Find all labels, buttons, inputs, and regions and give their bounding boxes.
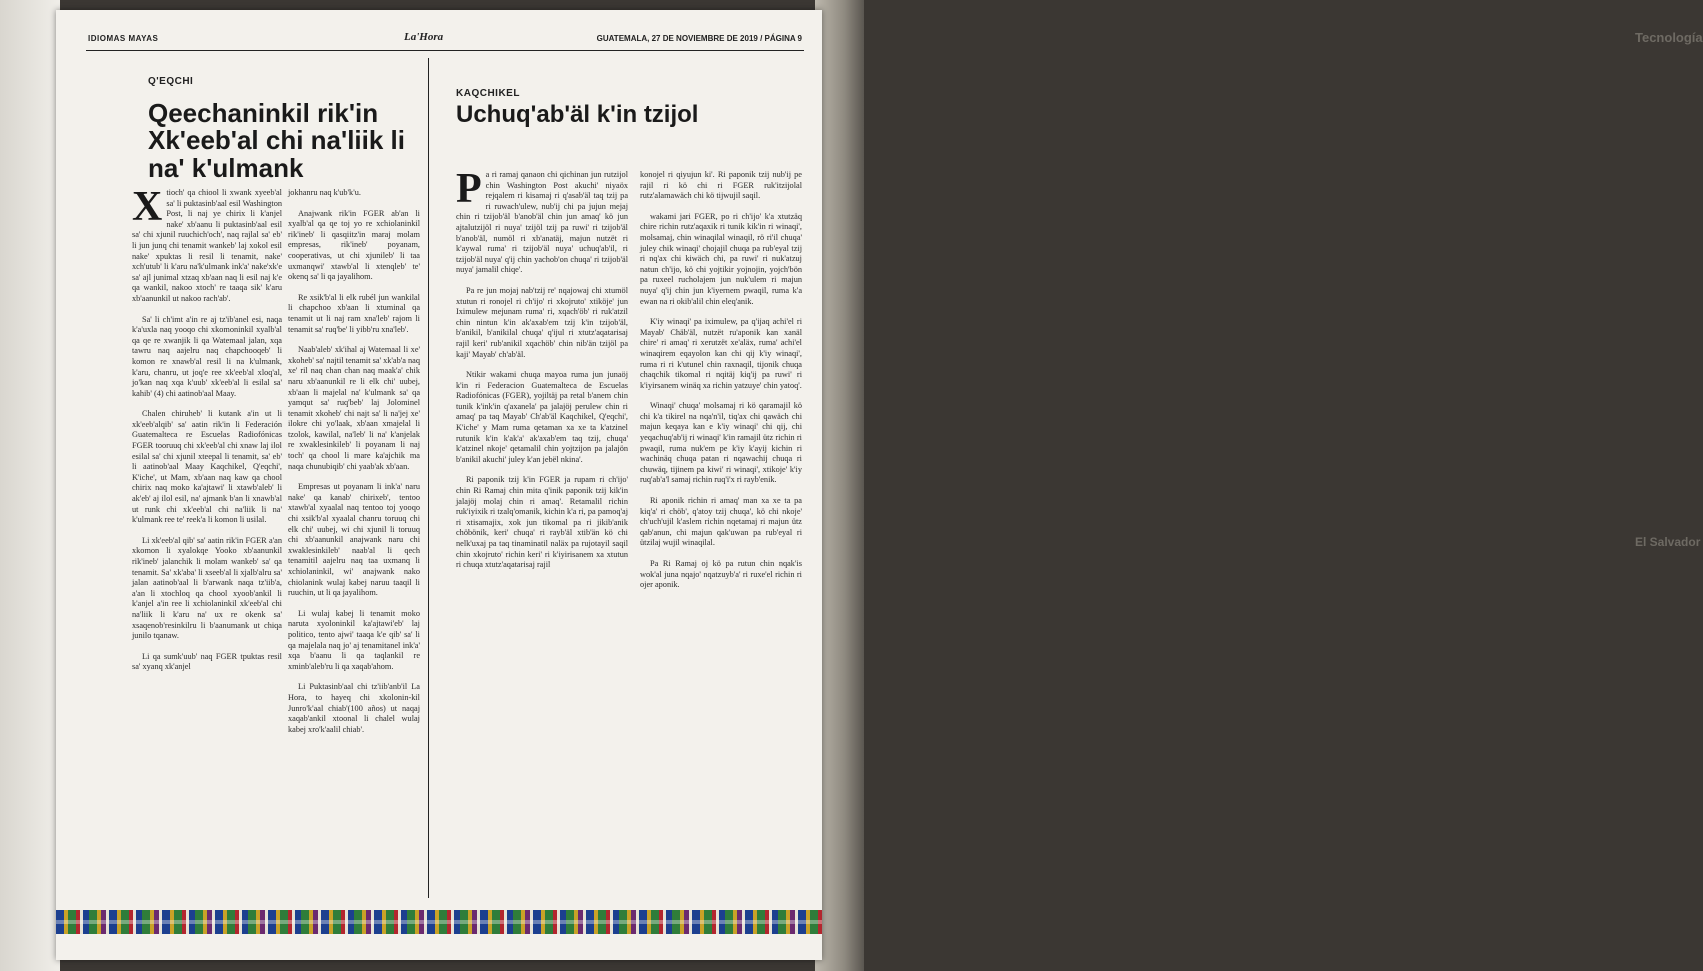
paragraph: Xtioch' qa chiool li xwank xyeeb'al sa' li puktasinb'aal esil Washington Post, li naj ye chirix li k'anjel nake' xb'aanu li puktasinb'aal esil sa' chi xjunil ruuchich'och', naq rajlal sa' eb' li jun junq chi tenamit wankeb' laj xokol esil nake' xpuktas li resil li tenamit, nake' xch'utub' li k'aru na'k'ulmank ink'a' nake'xk'e sa' ajl junimal xtzaq xb'aan naq li esil naj k'e qa wankil, nakoo xtoch' re taaqa sik' k'aru xb'aanunkil ut nakoo rach'ab'.: [132, 184, 282, 303]
left-article-column-1: [132, 184, 282, 898]
paragraph: Chalen chiruheb' li kutank a'in ut li xk'eeb'alqib' sa' aatin rik'in li Federación Guatemalteca re Escuelas Radiofónicas FGER tooruuq chi xk'eeb'al chi xnaw laj ilol esilal sa' chi xjunil xteepal li tenamit, sa' eb' li aatinob'aal Maay Kaqchikel, Q'eqchi', K'iche', ut Mam, xb'aan naq kaw qa chool chirix naq moko ka'ajtawi' li xtawb'aleb' li ak'eb' aj ilol esil, na' ajmank b'an li xnawb'al ut runk chi xk'eeb'al chi na'liik li na' k'ulmank ree te' reek'a li komon li usilal.: [132, 409, 282, 525]
paragraph: Pa re jun mojaj nab'tzij re' nqajowaj chi xtumöl xtutun ri ronojel ri ch'ijo' ri xkojruto' xtiköje' jun Iximulew mejunam ruma' ri, xqach'öb' ri ruk'atzil chin nintun k'in ak'axab'em tzij k'in tzijob'äl, b'anikil, b'anikilal chuqa' q'ijul ri xtutz'aqatarisaj rajil keri' rub'anikil xqachöb' chin nib'än tzijöl pa kaji' Mayab' ch'ab'äl.: [456, 285, 628, 359]
adjacent-page-left: [0, 0, 60, 971]
paragraph: Re xsik'b'al li elk rubél jun wankilal li chapchoo xb'aan li xtuminal qa tenamit ut li naj ram xna'leb' rajom li tenamit sa' ruq'be' li yibb'ru xna'leb'.: [288, 292, 420, 334]
dropcap: P: [456, 166, 482, 212]
paragraph: konojel ri qiyujun ki'. Ri paponik tzij nub'ij pe rajil ri kö chi ri FGER ruk'itzijolal rutz'alamawäch chi kö tijwujil saqil.: [640, 170, 802, 201]
paragraph: Ntikir wakami chuqa mayoa ruma jun junaöj k'in ri Federacion Guatemalteca de Escuelas Radiofónicas (FGER), yojiltäj pa retal b'anem chin tunik k'ink'in q'axanela' pa jalajöj perulew chin ri amaq' pa taq Mayab' Ch'ab'äl Kaqchikel, Q'eqchi', K'iche' y Mam ruma qetaman xa xe ta k'atzinel rutunik k'in k'ak'a' ak'axab'em taq tzij, chuqa' k'atzinel nkoje' qetamalil chin yojtzijon pa jalajön b'anikil akuchi' juley k'an jebël nkina'.: [456, 370, 628, 464]
paragraph: K'iy winaqi' pa iximulew, pa q'ijaq achi'el ri Mayab' Chäb'äl, nutzët ru'aponik kan xanäl chire' ri amaq' ri xerutzët xe'aläx, ruma' achi'el winaqirem eqayolon kan chi qij k'iy winaqi', ruma ri ri k'utunel chin raxnaqil, tijonik chuqa chaqchik tikomal ri nqitäj kiq'ij pa ruwi' ri k'iyirsanem winäq xa richin yatzuye' chin yatoq'.: [640, 317, 802, 390]
adjacent-page-headline: Tecnología: [1635, 30, 1703, 45]
right-article-column-1: [456, 166, 628, 910]
paragraph: Winaqi' chuqa' molsamaj ri kö qaramajil kö chi k'a tikirel na nqa'n'il, tiq'ax chi qawäch chi majun keqaya kan e k'iy winaqi' chi qij, chi yeqachuq'ab'ij ri winaqi' k'in ramajil ütz richin ri pwaqil, ruma nuk'em pe k'iy k'ayij kichin ri wachinäq chuqa patan ri nqawachij chuqa ri chuwäq, tijinem pa kiwi' ri winaqi', xtikoje' k'iy ruq'ab'a'l samaj richin ruq'i'x ri rayb'enik.: [640, 401, 802, 485]
section-label: IDIOMAS MAYAS: [88, 34, 159, 43]
right-language-label: KAQCHIKEL: [456, 88, 520, 99]
woven-textile-band: [56, 910, 822, 934]
paragraph: wakami jari FGER, po ri ch'ijo' k'a xtutzäq chire richin rutz'aqaxik ri tunik kik'in ri winaqi', molsamaj, chin winaqilal winaqil, rö ri'il chuqa' juley chik winaqi' chojajil chuqa pa rub'eyal tzij ri nq'ax chi kiwäch chi, pa ruwi' ri nuk'atzuj natun ch'ijo, kö chi yojtikir yojnojin, yojch'bön pa ruxeel rucholajem jun nuk'ulem ri majun nuya' q'ij chin jun k'iyernem pwaqil, ruma k'a ewan na ri okib'alil chin eleq'anik.: [640, 211, 802, 306]
paragraph: Li wulaj kabej li tenamit moko naruta xyoloninkil ka'ajtawi'eb' laj politico, tento ajwi' taaqa k'e qib' sa' li qa majelala naq jo' aj tenamitanel ink'a' xqa b'aanu li qa taqlankil re xminb'aleb'ru li qa xaqab'ahom.: [288, 608, 420, 671]
header-rule: [86, 50, 804, 51]
dropcap: X: [132, 184, 163, 230]
paragraph: Li qa sumk'uub' naq FGER tpuktas resil sa' xyanq xk'anjel: [132, 651, 282, 672]
paragraph: Pa Ri Ramaj oj kö pa rutun chin nqak'is wok'al juna nqajo' nqatzuyb'a' ri ruxe'el richin ri ojer aponik.: [640, 559, 802, 590]
adjacent-page-text: El Salvador: [1635, 535, 1701, 549]
paragraph: Ri aponik richin ri amaq' man xa xe ta pa kiq'a' ri chöb', q'atoy tzij chuqa', kö chi nkoje' ch'uch'ujil k'aslem richin nqetamaj ri majun ütz qab'anun, chi majun qak'uwan pa rub'eyal ri ützilaj wujil winaqilal.: [640, 496, 802, 548]
date-page: GUATEMALA, 27 DE NOVIEMBRE DE 2019 / PÁGINA 9: [596, 34, 802, 43]
right-headline: Uchuq'ab'äl k'in tzijol: [456, 101, 699, 128]
paragraph: Naab'aleb' xk'ihal aj Watemaal li xe' xkoheb' sa' najtil tenamit sa' xk'ab'a naq xe' ril naq chan chan naq maak'a' chik naru xb'aanunkil re li elk chi' uubej, xb'aan li majelal na' k'ulmank sa' qa yamqut sa' ruq'beb' laj Jolominel tenamit xkoheb' chi najt sa' li na'jej xe' ilokre chi yo'laak, xb'aan xmajelal li tzolok, kawilal, na'leb' li na' k'anjelak re xwaklesinkileb' li poyanam li naj toch' qa chool li mare ka'ajchik ma naqa chunubiqib' chi yaab'ak xb'aan.: [288, 345, 420, 471]
paragraph: Anajwank rik'in FGER ab'an li xyalb'al qa qe toj yo re xchiolaninkil rik'ineb' li qasqiitz'in maraj molam empresas, rik'ineb' poyanam, cooperativas, ut chi xjunileb' li taa uxmanqwi' xtawb'al li xtenqleb' te' okenq sa' li qa jayalihom.: [288, 208, 420, 282]
column-divider: [428, 58, 429, 898]
left-headline: Qeechaninkil rik'in Xk'eeb'al chi na'liik li na' k'ulmank: [148, 98, 405, 183]
left-article-column-2: [288, 188, 420, 898]
paragraph: jokhanru naq k'ub'k'u.: [288, 188, 361, 197]
newspaper-page: [56, 10, 822, 960]
masthead: La'Hora: [404, 31, 444, 43]
paragraph: Pa ri ramaj qanaon chi qichinan jun rutzijol chin Washington Post akuchi' niyaöx rejqalem ri kisamaj ri q'asab'äl taq tzij pa ri ruwach'ulew, nub'ij chi pa jujun mejaj chin ri tzijob'äl b'anob'äl chin jun amaq' kö jun ajtalutzijöl ri nuya' tzijöl tzij pa ruwi' ri tzijob'äl b'anob'äl, numöl ri xb'anatäj, majun nutzët ri k'aywal ruma' ri tzijob'äl nuya' uchuq'ab'il, ri tzijob'äl nuya' q'ij chin yachob'on chuqa' ri tzijob'äl nuya' jamalil chiqe'.: [456, 166, 628, 275]
right-article-column-2: [640, 170, 802, 910]
adjacent-page-right: [815, 0, 1703, 971]
paragraph: Li Puktasinb'aal chi tz'iib'anb'il La Hora, to hayeq chi xkolonin-kil Junro'k'aal chiab'(100 años) ut naqaj xaqab'ankil xtoonal li chalel wulaj kabej xro'k'aalil chiab'.: [288, 682, 420, 734]
paragraph: Empresas ut poyanam li ink'a' naru nake' qa kanab' chirixeb', tentoo xtawb'al xyaalal naq tentoo toj yooqo chi xsik'b'al xyaalal chanru toruuq chi elk chi' uubej, wi chi xjunil li toruuq chi xb'aanunkil anajwank naru chi xwaklesinkileb' naab'al li qech tenamitil aajelru naq taa uxmanq li xchiolaninkil, wi' anajwank nako chiolanink wulaj kabej naruu taaqil li ruuchin, ut li qa jayalihom.: [288, 482, 420, 598]
paragraph: Ri paponik tzij k'in FGER ja rupam ri ch'ijo' chin Ri Ramaj chin mita q'inik paponik tzij kik'in jalajöj molaj chin ri amaq'. Retamalil richin ruk'iyixik ri tzalq'omanik, kichin k'a ri, pa pamoq'aj ri xtisamajix, xok jun tikomal pa ri jikib'anik chöbönik, keri' chuqa' ri rayb'äl xtib'än kö chi nelk'uxaj pa taq tinaminatil naläx pa rujotayil saqil chin xkojruto' richin keri' ri k'iyirisanem xa xtutun ri chuqa xtutz'aqatarisaj rajil: [456, 475, 628, 570]
paragraph: Li xk'eeb'al qib' sa' aatin rik'in FGER a'an xkomon li xyalokqe Yooko xb'aanunkil rik'ineb' jalanchik li molam wankeb' sa' qa tenamit. Sa' xk'aba' li xseeb'al li xjalb'alru sa' jalan aatinob'aal li b'arwank naqa tz'iib'a, a'an li xtochloq qa chool xyoob'ankil li k'anjel a'in ree li xchiolaninkil xk'eeb'al chi na'liik li k'aru na' ux re okenk sa' xsaqenob'resinkilru li b'aanumank ut chiqa junilo tqanaw.: [132, 535, 282, 641]
paragraph: Sa' li ch'imt a'in re aj tz'ib'anel esi, naqa k'a'uxla naq yooqo chi xkomoninkil xyalb'al qa qe re xwanjik li qa Watemaal jalan, xqa tawru naq aajelru naq chapchooqeb' li komon re xnawb'al resil li na k'ulmank, k'aru, chanru, ut joq'e ree xk'eeb'al xloq'al, jo'kan naq xqa k'uub' xk'eeb'al li esilal sa' kahib' (4) chi aatinob'aal Maay.: [132, 314, 282, 398]
left-language-label: Q'EQCHI: [148, 76, 194, 87]
